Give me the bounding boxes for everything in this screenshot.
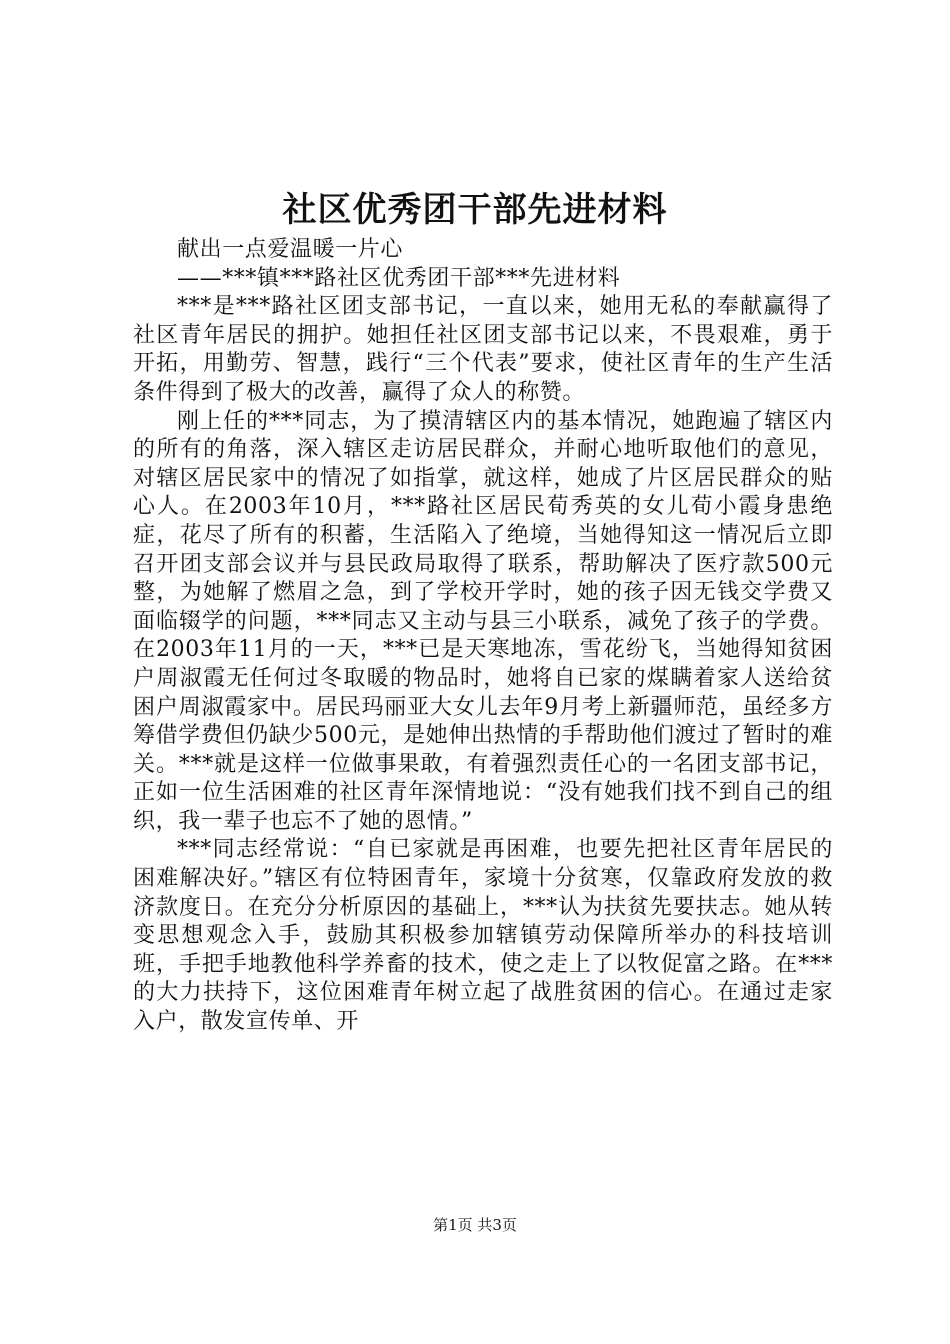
page-footer: 第1页 共3页 [433,1216,517,1234]
body-paragraph: ***同志经常说：“自已家就是再困难，也要先把社区青年居民的困难解决好。”辖区有位特困青年，家境十分贫寒，仅靠政府发放的救济款度日。在充分分析原因的基础上，***认为扶贫先要扶志。她从转变思想观念入手，鼓励其积极参加辖镇劳动保障所举办的科技培训班，手把手地教他科学养畜的技术，使之走上了以牧促富之路。在***的大力扶持下，这位困难青年树立起了战胜贫困的信心。在通过走家入户，散发宣传单、开 [133,837,833,1035]
subtitle-attribution: ——***镇***路社区优秀团干部***先进材料 [177,265,621,291]
document-title: 社区优秀团干部先进材料 [282,190,668,230]
subtitle-line: 献出一点爱温暖一片心 [177,237,404,262]
document-body [133,236,833,1037]
body-paragraph: ***是***路社区团支部书记，一直以来，她用无私的奉献赢得了社区青年居民的拥护。她担任社区团支部书记以来，不畏艰难，勇于开拓，用勤劳、智慧，践行“三个代表”要求，使社区青年的生产生活条件得到了极大的改善，赢得了众人的称赞。 [133,294,833,405]
body-paragraph: 刚上任的***同志，为了摸清辖区内的基本情况，她跑遍了辖区内的所有的角落，深入辖区走访居民群众，并耐心地听取他们的意见，对辖区居民家中的情况了如指掌，就这样，她成了片区居民群众的贴心人。在2003年10月，***路社区居民荀秀英的女儿荀小霞身患绝症，花尽了所有的积蓄，生活陷入了绝境，当她得知这一情况后立即召开团支部会议并与县民政局取得了联系，帮助解决了医疗款500元整，为她解了燃眉之急，到了学校开学时，她的孩子因无钱交学费又面临辍学的问题，***同志又主动与县三小联系，减免了孩子的学费。在2003年11月的一天，***已是天寒地冻，雪花纷飞，当她得知贫困户周淑霞无任何过冬取暖的物品时，她将自已家的煤瞒着家人送给贫困户周淑霞家中。居民玛丽亚大女儿去年9月考上新疆师范，虽经多方筹借学费但仍缺少500元，是她伸出热情的手帮助他们渡过了暂时的难关。***就是这样一位做事果敢，有着强烈责任心的一名团支部书记，正如一位生活困难的社区青年深情地说：“没有她我们找不到自己的组织，我一辈子也忘不了她的恩情。” [133,408,833,834]
